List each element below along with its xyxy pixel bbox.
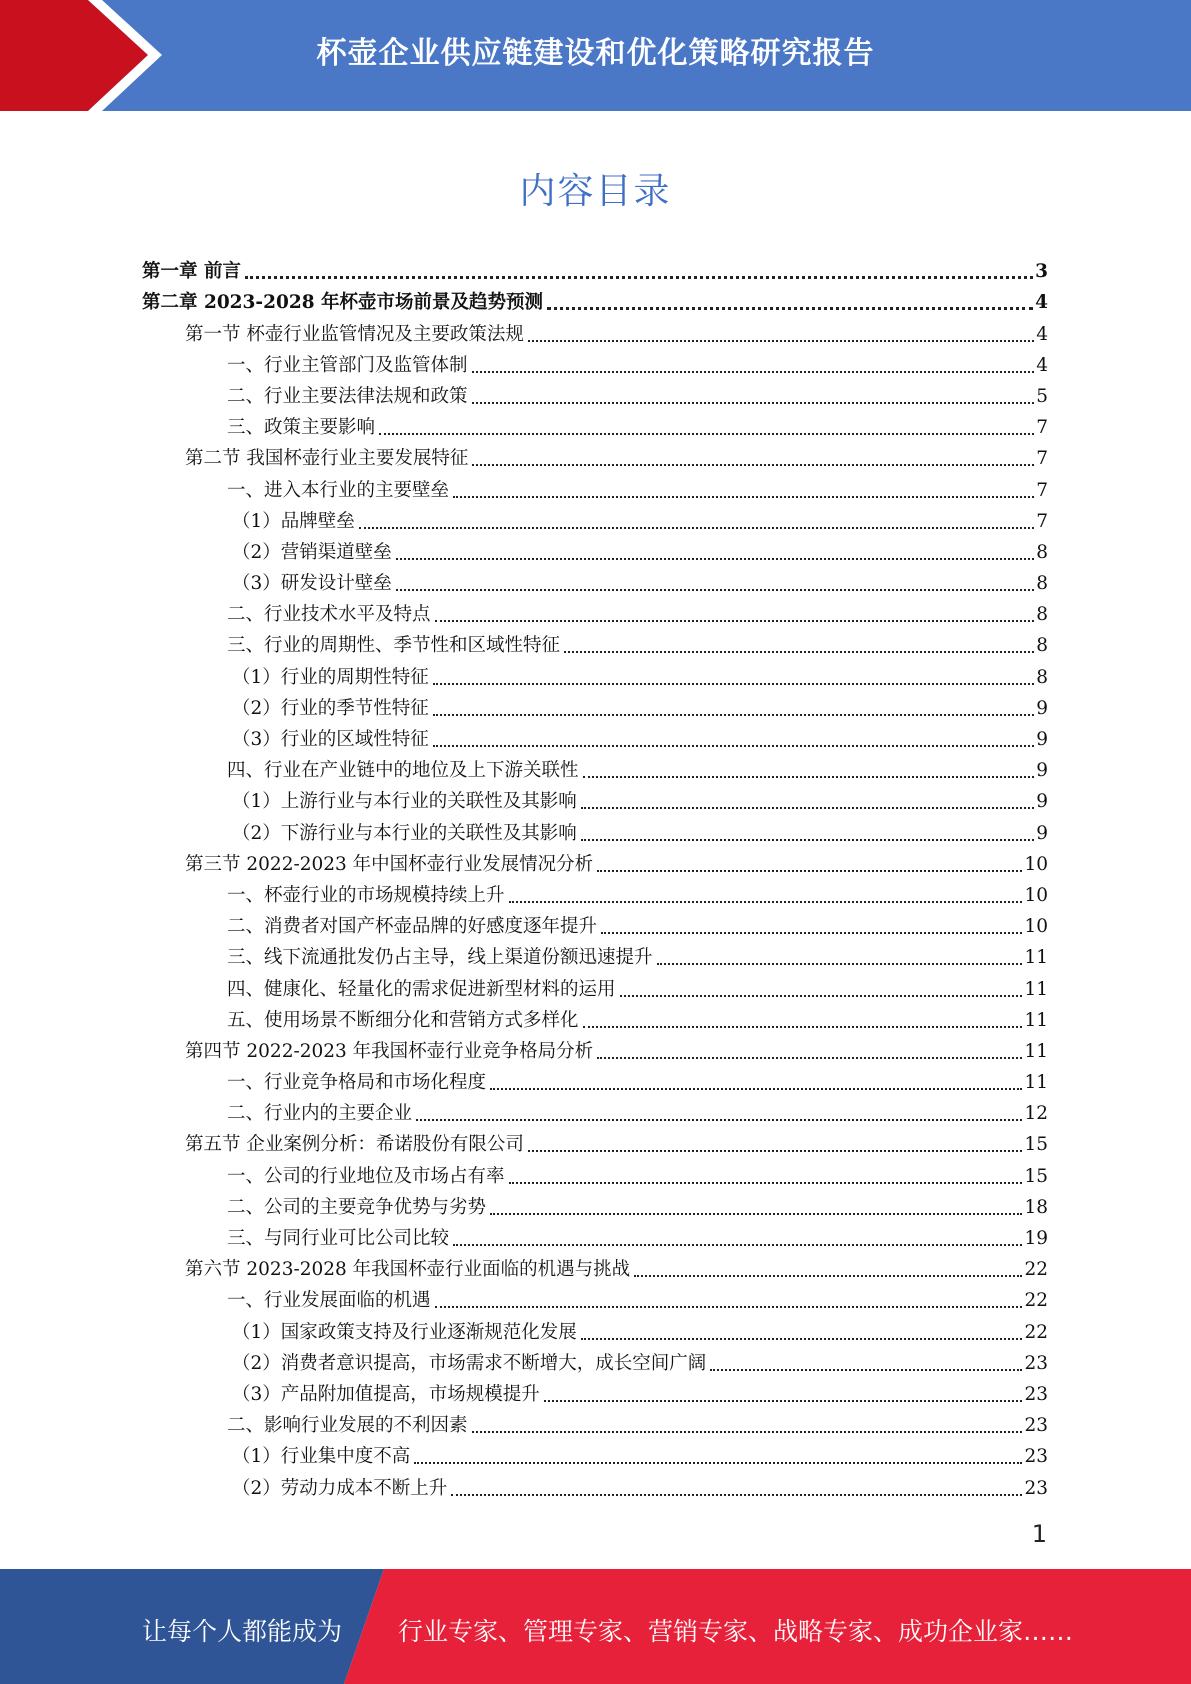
toc-entry[interactable] — [142, 566, 1048, 597]
toc-entry-page: 11 — [1024, 1009, 1048, 1031]
toc-entry[interactable] — [142, 878, 1048, 909]
footer-slogan-left: 让每个人都能成为 — [142, 1617, 343, 1646]
toc-dot-leader — [509, 900, 1023, 903]
toc-dot-leader — [416, 1118, 1022, 1121]
toc-entry-label: 第一节 杯壶行业监管情况及主要政策法规 — [185, 323, 524, 345]
toc-entry-page: 11 — [1024, 1040, 1048, 1062]
toc-dot-leader — [581, 1337, 1023, 1340]
table-of-contents — [142, 254, 1048, 1502]
toc-entry[interactable] — [142, 1408, 1048, 1439]
toc-entry[interactable] — [142, 597, 1048, 628]
toc-dot-leader — [528, 1149, 1023, 1152]
toc-entry[interactable] — [142, 285, 1048, 316]
toc-entry[interactable] — [142, 1190, 1048, 1221]
toc-dot-leader — [490, 1087, 1022, 1090]
toc-entry-label: （1）国家政策支持及行业逐渐规范化发展 — [232, 1321, 577, 1343]
toc-entry-page: 8 — [1036, 635, 1048, 657]
toc-entry-page: 9 — [1036, 822, 1048, 844]
toc-entry-page: 5 — [1036, 385, 1048, 407]
toc-dot-leader — [396, 588, 1034, 591]
toc-entry-label: （1）品牌壁垒 — [232, 510, 355, 532]
toc-entry[interactable] — [142, 254, 1048, 285]
toc-dot-leader — [472, 370, 1035, 373]
toc-dot-leader — [453, 1243, 1022, 1246]
toc-dot-leader — [597, 869, 1022, 872]
toc-entry[interactable] — [142, 316, 1048, 347]
toc-dot-leader — [583, 775, 1035, 778]
toc-dot-leader — [657, 962, 1023, 965]
toc-dot-leader — [472, 463, 1034, 466]
toc-entry-label: 三、行业的周期性、季节性和区域性特征 — [227, 635, 561, 657]
toc-entry-page: 7 — [1036, 417, 1048, 439]
toc-entry-page: 11 — [1024, 1072, 1048, 1094]
toc-entry-label: 第二节 我国杯壶行业主要发展特征 — [185, 448, 469, 470]
toc-entry-label: 二、公司的主要竞争优势与劣势 — [227, 1196, 487, 1218]
toc-entry-label: 二、行业内的主要企业 — [227, 1103, 413, 1125]
toc-entry-label: （2）营销渠道壁垒 — [232, 541, 392, 563]
toc-entry-label: 五、使用场景不断细分化和营销方式多样化 — [227, 1009, 579, 1031]
toc-entry-page: 4 — [1036, 354, 1048, 376]
toc-entry-page: 8 — [1036, 541, 1048, 563]
toc-dot-leader — [245, 275, 1033, 279]
toc-entry-label: 四、健康化、轻量化的需求促进新型材料的运用 — [227, 978, 616, 1000]
toc-dot-leader — [547, 306, 1033, 310]
toc-entry[interactable] — [142, 1127, 1048, 1158]
toc-entry-label: 四、行业在产业链中的地位及上下游关联性 — [227, 760, 579, 782]
toc-entry-page: 19 — [1024, 1228, 1048, 1249]
toc-dot-leader — [453, 495, 1034, 498]
toc-entry-label: 第一章 前言 — [142, 261, 241, 283]
toc-dot-leader — [528, 339, 1034, 342]
toc-dot-leader — [379, 432, 1034, 435]
toc-entry-page: 7 — [1036, 510, 1048, 532]
toc-entry[interactable] — [142, 784, 1048, 815]
toc-entry-page: 23 — [1024, 1415, 1048, 1437]
toc-entry-page: 9 — [1036, 697, 1048, 719]
footer-banner — [0, 1569, 1191, 1684]
toc-entry-page: 10 — [1024, 884, 1048, 906]
toc-dot-leader — [710, 1368, 1022, 1371]
toc-entry-page: 23 — [1024, 1477, 1048, 1499]
toc-entry-label: （1）行业集中度不高 — [232, 1446, 411, 1468]
toc-dot-leader — [433, 713, 1034, 716]
toc-dot-leader — [433, 744, 1034, 747]
toc-dot-leader — [601, 931, 1022, 934]
toc-entry[interactable] — [142, 1034, 1048, 1065]
toc-entry[interactable] — [142, 441, 1048, 472]
toc-dot-leader — [414, 1461, 1022, 1464]
toc-entry[interactable] — [142, 1065, 1048, 1096]
toc-entry-page: 12 — [1024, 1103, 1048, 1125]
toc-entry-label: 一、杯壶行业的市场规模持续上升 — [227, 884, 505, 906]
toc-entry[interactable] — [142, 379, 1048, 410]
toc-entry-page: 8 — [1036, 604, 1048, 626]
toc-entry-label: （3）产品附加值提高，市场规模提升 — [232, 1383, 540, 1405]
toc-entry[interactable] — [142, 1377, 1048, 1408]
toc-entry-label: 一、公司的行业地位及市场占有率 — [227, 1165, 505, 1187]
toc-entry[interactable] — [142, 1003, 1048, 1034]
header-title: 杯壶企业供应链建设和优化策略研究报告 — [316, 36, 875, 71]
toc-entry-page: 3 — [1035, 261, 1048, 283]
toc-entry-page: 9 — [1036, 791, 1048, 813]
toc-dot-leader — [620, 994, 1023, 997]
toc-entry[interactable] — [142, 815, 1048, 846]
toc-entry-label: （2）劳动力成本不断上升 — [232, 1477, 448, 1499]
footer-slogan-right: 行业专家、管理专家、营销专家、战略专家、成功企业家…… — [398, 1617, 1074, 1646]
toc-entry-page: 22 — [1024, 1290, 1048, 1312]
toc-entry[interactable] — [142, 1470, 1048, 1501]
page-title: 内容目录 — [519, 171, 672, 212]
toc-entry[interactable] — [142, 722, 1048, 753]
toc-entry[interactable] — [142, 472, 1048, 503]
toc-dot-leader — [451, 1493, 1022, 1496]
toc-entry[interactable] — [142, 847, 1048, 878]
toc-dot-leader — [583, 1025, 1023, 1028]
toc-entry-page: 18 — [1024, 1196, 1048, 1218]
toc-dot-leader — [509, 1181, 1023, 1184]
toc-entry-page: 7 — [1036, 448, 1048, 470]
toc-dot-leader — [581, 806, 1034, 809]
toc-entry[interactable] — [142, 628, 1048, 659]
red-chevron-shape — [0, 0, 148, 111]
toc-entry-label: 一、行业竞争格局和市场化程度 — [227, 1072, 487, 1094]
toc-entry[interactable] — [142, 410, 1048, 441]
toc-entry-page: 9 — [1036, 760, 1048, 782]
toc-entry[interactable] — [142, 971, 1048, 1002]
toc-entry-label: 一、行业主管部门及监管体制 — [227, 354, 468, 376]
toc-dot-leader — [472, 401, 1035, 404]
toc-entry-page: 10 — [1024, 916, 1048, 938]
toc-entry-label: （2）下游行业与本行业的关联性及其影响 — [232, 822, 577, 844]
toc-entry-label: 第六节 2023-2028 年我国杯壶行业面临的机遇与挑战 — [185, 1259, 631, 1281]
toc-entry[interactable] — [142, 1096, 1048, 1127]
toc-entry-label: 三、与同行业可比公司比较 — [227, 1228, 450, 1249]
toc-entry[interactable] — [142, 504, 1048, 535]
toc-entry[interactable] — [142, 1252, 1048, 1283]
toc-entry-label: 第三节 2022-2023 年中国杯壶行业发展情况分析 — [185, 853, 594, 875]
toc-entry-page: 7 — [1036, 479, 1048, 501]
toc-entry[interactable] — [142, 1283, 1048, 1314]
toc-entry-page: 23 — [1024, 1446, 1048, 1468]
toc-dot-leader — [597, 1056, 1022, 1059]
toc-entry[interactable] — [142, 691, 1048, 722]
toc-entry[interactable] — [142, 1221, 1048, 1252]
toc-entry-page: 22 — [1024, 1259, 1048, 1281]
toc-entry[interactable] — [142, 1314, 1048, 1345]
toc-entry-page: 23 — [1024, 1383, 1048, 1405]
toc-dot-leader — [581, 838, 1034, 841]
toc-entry-page: 22 — [1024, 1321, 1048, 1343]
toc-entry[interactable] — [142, 909, 1048, 940]
toc-entry-label: 三、政策主要影响 — [227, 417, 376, 439]
toc-entry-page: 8 — [1036, 573, 1048, 595]
toc-entry-label: 二、行业主要法律法规和政策 — [227, 385, 468, 407]
header-banner — [0, 0, 1191, 111]
toc-entry-label: 第五节 企业案例分析：希诺股份有限公司 — [185, 1134, 524, 1156]
toc-dot-leader — [359, 526, 1034, 529]
toc-entry-label: 一、进入本行业的主要壁垒 — [227, 479, 450, 501]
toc-entry-label: （3）行业的区域性特征 — [232, 729, 429, 750]
toc-entry-page: 11 — [1024, 978, 1048, 1000]
toc-entry-label: 三、线下流通批发仍占主导，线上渠道份额迅速提升 — [227, 947, 653, 969]
toc-entry[interactable] — [142, 659, 1048, 690]
toc-entry-label: 二、行业技术水平及特点 — [227, 604, 431, 626]
toc-dot-leader — [472, 1430, 1023, 1433]
toc-entry-label: （2）行业的季节性特征 — [232, 697, 429, 719]
toc-dot-leader — [544, 1399, 1023, 1402]
toc-entry-page: 23 — [1024, 1352, 1048, 1374]
toc-entry-page: 15 — [1024, 1165, 1048, 1187]
toc-entry-page: 11 — [1024, 947, 1048, 969]
toc-dot-leader — [433, 682, 1034, 685]
toc-entry-page: 4 — [1036, 323, 1048, 345]
toc-entry[interactable] — [142, 535, 1048, 566]
toc-entry-label: 二、消费者对国产杯壶品牌的好感度逐年提升 — [227, 916, 598, 938]
toc-entry-page: 8 — [1036, 666, 1048, 688]
toc-entry-label: （2）消费者意识提高，市场需求不断增大，成长空间广阔 — [232, 1352, 707, 1374]
toc-entry-page: 9 — [1036, 729, 1048, 750]
toc-entry[interactable] — [142, 1346, 1048, 1377]
toc-entry-label: 一、行业发展面临的机遇 — [227, 1290, 431, 1312]
toc-entry[interactable] — [142, 1439, 1048, 1470]
toc-dot-leader — [634, 1274, 1022, 1277]
toc-entry-page: 10 — [1024, 853, 1048, 875]
toc-dot-leader — [490, 1212, 1022, 1215]
page-number: 1 — [1031, 1520, 1047, 1548]
toc-entry-label: 第二章 2023-2028 年杯壶市场前景及趋势预测 — [142, 292, 544, 314]
toc-entry-label: （1）上游行业与本行业的关联性及其影响 — [232, 791, 577, 813]
toc-dot-leader — [564, 650, 1034, 653]
toc-entry[interactable] — [142, 753, 1048, 784]
toc-dot-leader — [435, 1305, 1023, 1308]
toc-entry-label: 二、影响行业发展的不利因素 — [227, 1415, 468, 1437]
toc-entry[interactable] — [142, 348, 1048, 379]
toc-entry-page: 15 — [1024, 1134, 1048, 1156]
toc-entry-label: （1）行业的周期性特征 — [232, 666, 429, 688]
toc-dot-leader — [435, 619, 1035, 622]
toc-entry[interactable] — [142, 1158, 1048, 1189]
toc-entry[interactable] — [142, 940, 1048, 971]
toc-entry-label: 第四节 2022-2023 年我国杯壶行业竞争格局分析 — [185, 1040, 594, 1062]
toc-entry-page: 4 — [1035, 292, 1048, 314]
toc-dot-leader — [396, 557, 1034, 560]
toc-entry-label: （3）研发设计壁垒 — [232, 573, 392, 595]
